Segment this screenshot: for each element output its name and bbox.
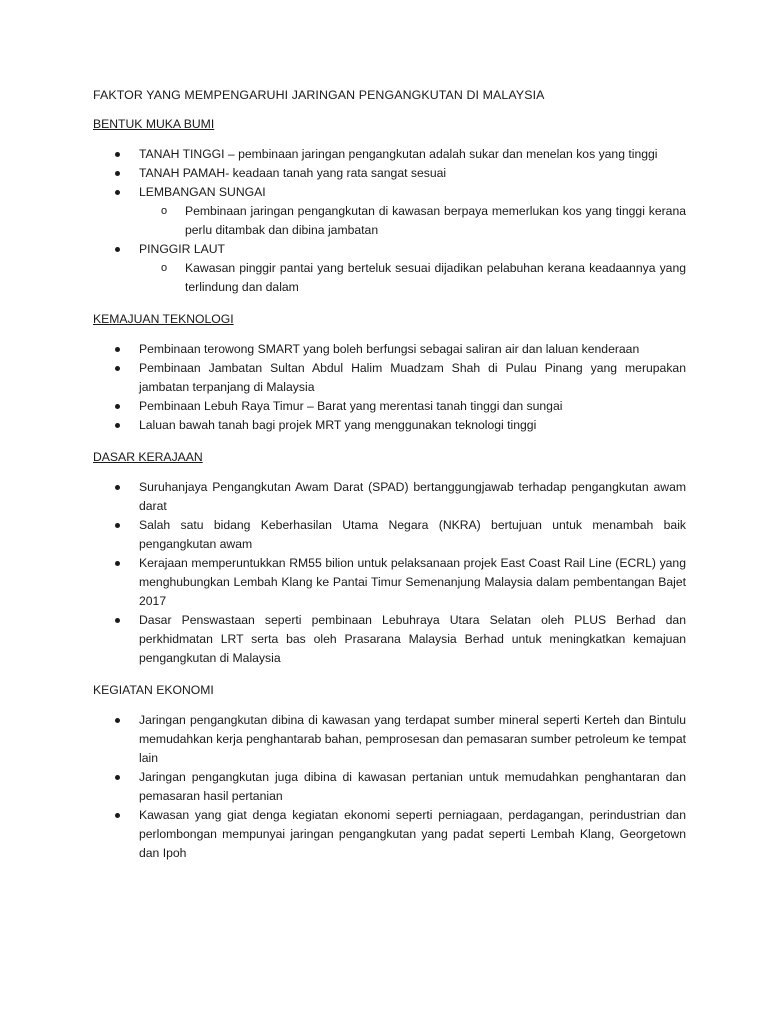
list-item-text: Laluan bawah tanah bagi projek MRT yang menggunakan teknologi tinggi (139, 418, 537, 432)
list-item-text: Salah satu bidang Keberhasilan Utama Negara (NKRA) bertujuan untuk menambah baik pengangkutan awam (139, 518, 686, 551)
sub-list (139, 259, 686, 297)
list-item-text: Jaringan pengangkutan dibina di kawasan yang terdapat sumber mineral seperti Kerteh dan Bintulu memudahkan kerja penghantarab bahan, pemprosesan dan pemasaran sumber petroleum ke tempat lain (139, 713, 686, 765)
list-item-text: TANAH TINGGI – pembinaan jaringan pengangkutan adalah sukar dan menelan kos yang tinggi (139, 147, 658, 161)
list-item-text: TANAH PAMAH- keadaan tanah yang rata sangat sesuai (139, 166, 447, 180)
circle-bullet-icon: o (161, 262, 168, 274)
bullet-icon (115, 561, 120, 566)
list-item (93, 611, 686, 668)
bullet-list (93, 145, 686, 297)
list-item (93, 397, 686, 416)
bullet-list (93, 711, 686, 863)
list-item (93, 183, 686, 240)
bullet-icon (115, 618, 120, 623)
bullet-icon (115, 152, 120, 157)
list-item-text: Pembinaan Jambatan Sultan Abdul Halim Muadzam Shah di Pulau Pinang yang merupakan jambatan terpanjang di Malaysia (139, 361, 686, 394)
sub-list-item (139, 202, 686, 240)
list-item (93, 806, 686, 863)
list-item-text: Kawasan yang giat denga kegiatan ekonomi seperti perniagaan, perdagangan, perindustrian dan perlombongan mempunyai jaringan pengangkutan yang padat seperti Lembah Klang, Georgetown dan Ipoh (139, 808, 686, 860)
list-item (93, 340, 686, 359)
bullet-icon (115, 366, 120, 371)
section-heading-kegiatan-ekonomi: KEGIATAN EKONOMI (93, 683, 214, 697)
section-heading-bentuk-muka-bumi: BENTUK MUKA BUMI (93, 117, 215, 131)
list-item (93, 416, 686, 435)
bullet-icon (115, 423, 120, 428)
document-page (93, 86, 686, 876)
list-item-text: Kerajaan memperuntukkan RM55 bilion untuk pelaksanaan projek East Coast Rail Line (ECRL) yang menghubungkan Lembah Klang ke Pantai Timur Semenanjung Malaysia dalam pembentangan Bajet 2017 (139, 556, 686, 608)
list-item (93, 240, 686, 297)
list-item (93, 768, 686, 806)
bullet-icon (115, 485, 120, 490)
section-heading-kemajuan-teknologi: KEMAJUAN TEKNOLOGI (93, 312, 234, 326)
bullet-list (93, 340, 686, 435)
section-heading-dasar-kerajaan: DASAR KERAJAAN (93, 450, 203, 464)
list-item-text: Pembinaan Lebuh Raya Timur – Barat yang merentasi tanah tinggi dan sungai (139, 399, 563, 413)
sub-list-item-text: Pembinaan jaringan pengangkutan di kawasan berpaya memerlukan kos yang tinggi kerana perlu ditambak dan dibina jambatan (185, 204, 686, 237)
list-item (93, 359, 686, 397)
list-item (93, 164, 686, 183)
bullet-icon (115, 347, 120, 352)
list-item (93, 145, 686, 164)
bullet-icon (115, 404, 120, 409)
bullet-icon (115, 247, 120, 252)
list-item-text: PINGGIR LAUT (139, 242, 226, 256)
bullet-list (93, 478, 686, 668)
circle-bullet-icon: o (161, 205, 168, 217)
bullet-icon (115, 171, 120, 176)
bullet-icon (115, 523, 120, 528)
list-item-text: Dasar Penswastaan seperti pembinaan Lebuhraya Utara Selatan oleh PLUS Berhad dan perkhidmatan LRT serta bas oleh Prasarana Malaysia Berhad untuk meningkatkan kemajuan pengangkutan di Malaysia (139, 613, 686, 665)
sub-list-item (139, 259, 686, 297)
list-item-text: Pembinaan terowong SMART yang boleh berfungsi sebagai saliran air dan laluan kenderaan (139, 342, 640, 356)
list-item-text: Jaringan pengangkutan juga dibina di kawasan pertanian untuk memudahkan penghantaran dan pemasaran hasil pertanian (139, 770, 686, 803)
bullet-icon (115, 813, 120, 818)
bullet-icon (115, 775, 120, 780)
sub-list (139, 202, 686, 240)
list-item (93, 554, 686, 611)
list-item (93, 478, 686, 516)
list-item (93, 516, 686, 554)
list-item-text: LEMBANGAN SUNGAI (139, 185, 266, 199)
bullet-icon (115, 190, 120, 195)
list-item-text: Suruhanjaya Pengangkutan Awam Darat (SPAD) bertanggungjawab terhadap pengangkutan awam darat (139, 480, 686, 513)
bullet-icon (115, 718, 120, 723)
document-title: FAKTOR YANG MEMPENGARUHI JARINGAN PENGANGKUTAN DI MALAYSIA (93, 88, 545, 102)
list-item (93, 711, 686, 768)
sub-list-item-text: Kawasan pinggir pantai yang berteluk sesuai dijadikan pelabuhan kerana keadaannya yang terlindung dan dalam (185, 261, 686, 294)
